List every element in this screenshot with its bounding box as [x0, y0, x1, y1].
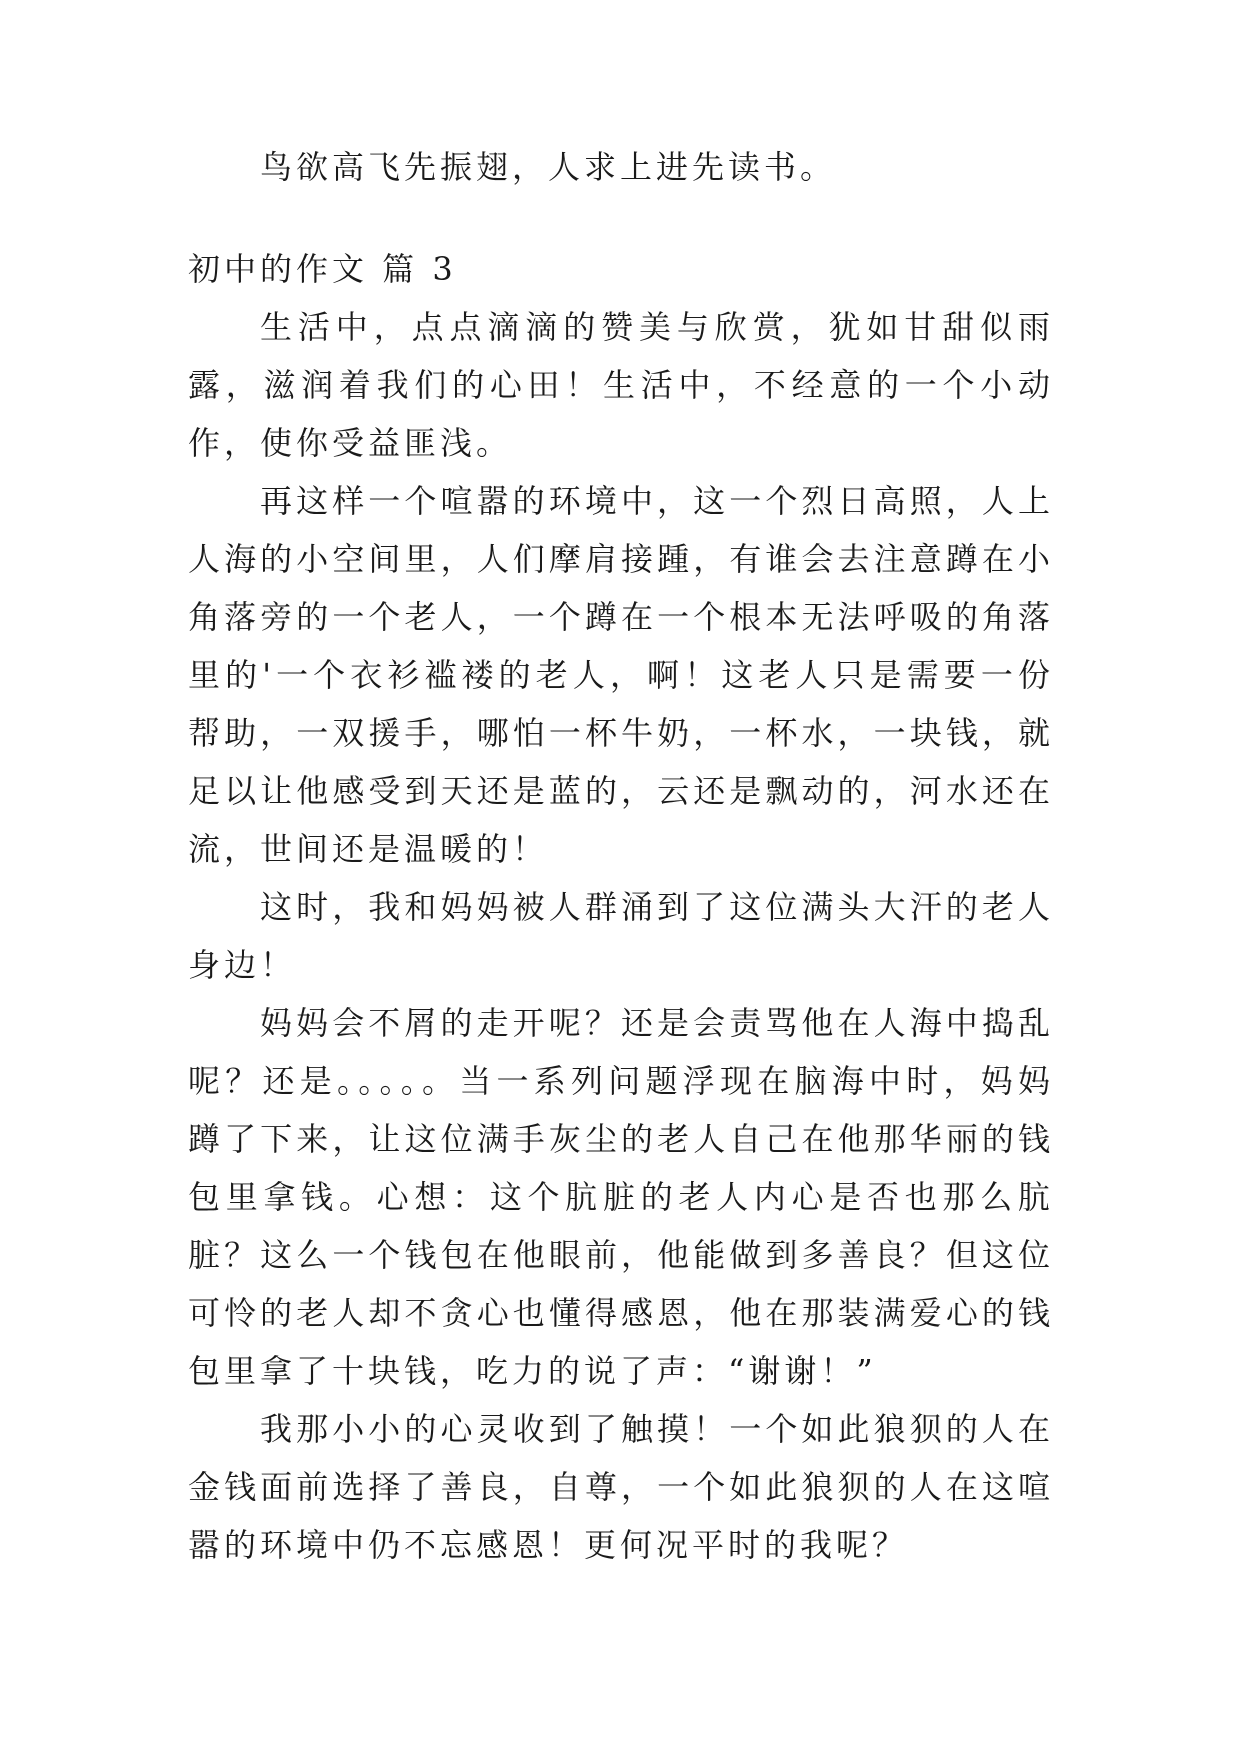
- paragraph: 生活中，点点滴滴的赞美与欣赏，犹如甘甜似雨露，滋润着我们的心田！生活中，不经意的一个小动作，使你受益匪浅。: [188, 308, 1054, 462]
- motto-line: 鸟欲高飞先振翅，人求上进先读书。: [260, 148, 837, 186]
- paragraph: 妈妈会不屑的走开呢？还是会责骂他在人海中捣乱呢？还是。。。。。当一系列问题浮现在脑海中时，妈妈蹲了下来，让这位满手灰尘的老人自己在他那华丽的钱包里拿钱。心想：这个肮脏的老人内心是否也那么肮脏？这么一个钱包在他眼前，他能做到多善良？但这位可怜的老人却不贪心也懂得感恩，他在那装满爱心的钱包里拿了十块钱，吃力的说了声：“谢谢！”: [188, 1004, 1054, 1390]
- paragraph: 这时，我和妈妈被人群涌到了这位满头大汗的老人身边！: [188, 888, 1054, 984]
- section-heading: 初中的作文 篇 3: [188, 250, 457, 288]
- paragraph: 我那小小的心灵收到了触摸！一个如此狼狈的人在金钱面前选择了善良，自尊，一个如此狼狈的人在这喧嚣的环境中仍不忘感恩！更何况平时的我呢？: [188, 1410, 1054, 1564]
- essay-section: [188, 240, 1054, 1574]
- paragraph: 再这样一个喧嚣的环境中，这一个烈日高照，人上人海的小空间里，人们摩肩接踵，有谁会去注意蹲在小角落旁的一个老人，一个蹲在一个根本无法呼吸的角落里的'一个衣衫褴褛的老人，啊！这老人只是需要一份帮助，一双援手，哪怕一杯牛奶，一杯水，一块钱，就足以让他感受到天还是蓝的，云还是飘动的，河水还在流，世间还是温暖的！: [188, 482, 1054, 868]
- motto-block: [188, 138, 1054, 196]
